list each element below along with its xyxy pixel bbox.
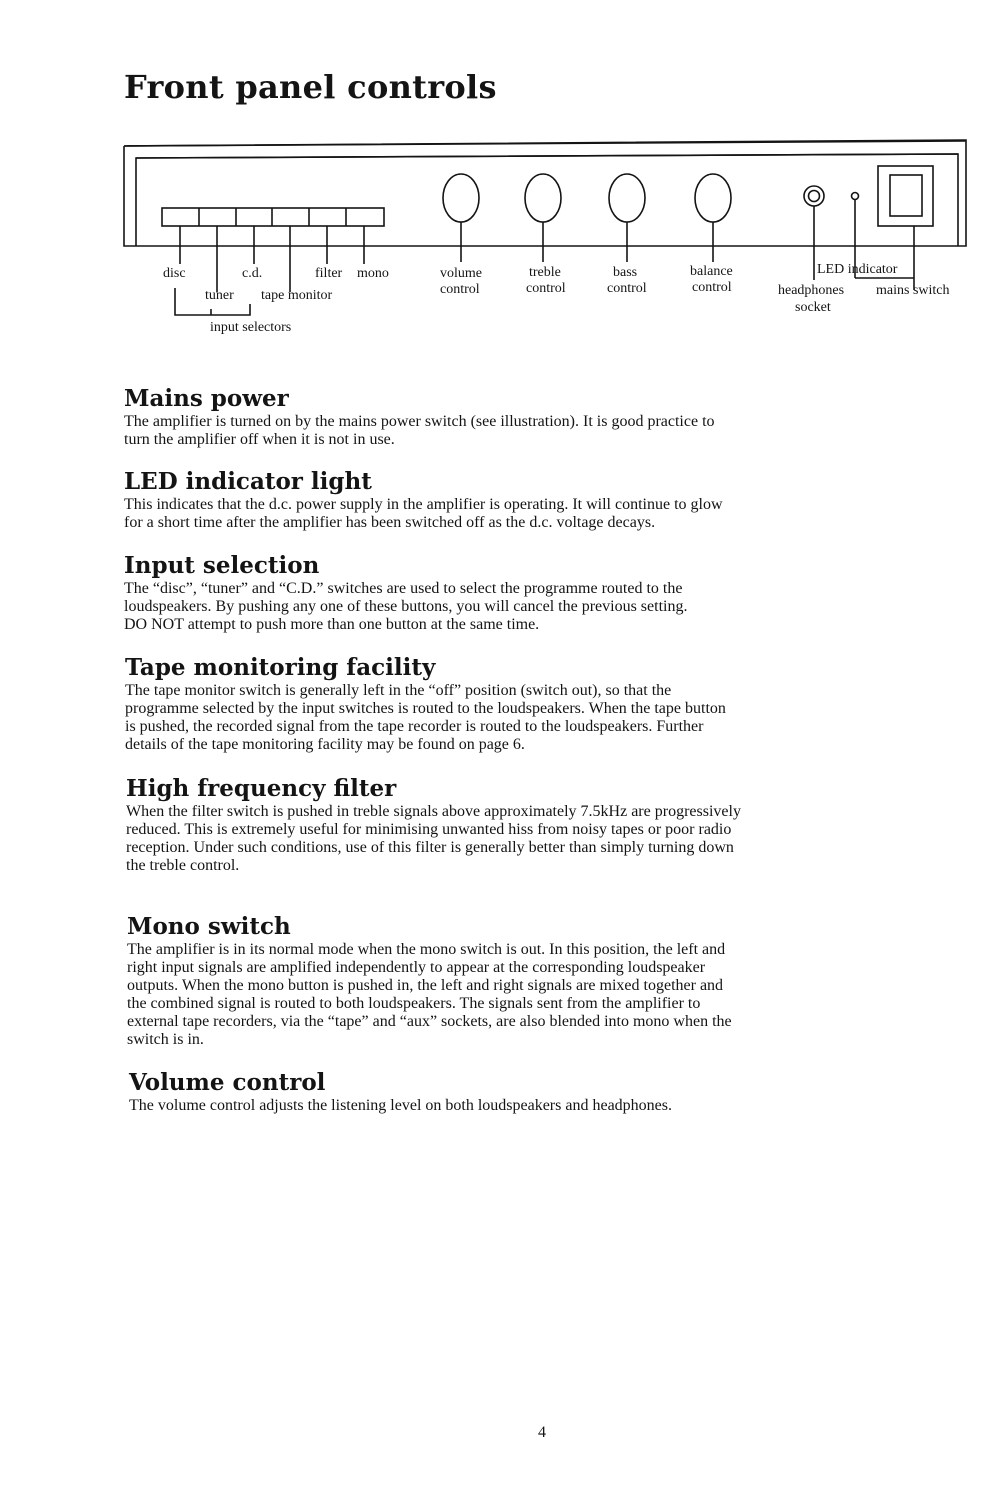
button-strip xyxy=(162,208,384,226)
label-volume-control: control xyxy=(440,282,480,297)
label-treble-control: control xyxy=(526,281,566,296)
label-tape-monitor: tape monitor xyxy=(261,288,333,303)
treble-knob xyxy=(525,174,561,222)
section-body: The “disc”, “tuner” and “C.D.” switches are used to select the programme routed to the loudspeakers. By pushing any one of these buttons, you will cancel the previous setting. DO NOT attempt to push more than one button at the same time. xyxy=(124,580,688,633)
section-body: This indicates that the d.c. power supply in the amplifier is operating. It will continue to glow for a short time after the amplifier has been switched off as the d.c. voltage decays. xyxy=(124,496,723,531)
section-input-selection xyxy=(124,552,687,634)
bass-knob xyxy=(609,174,645,222)
section-heading: High frequency filter xyxy=(126,775,397,802)
label-balance: balance xyxy=(690,264,733,279)
section-led-indicator xyxy=(124,468,723,532)
section-heading: Volume control xyxy=(129,1069,326,1096)
section-mono-switch xyxy=(127,913,732,1049)
label-mono: mono xyxy=(357,266,389,281)
label-mains-switch: mains switch xyxy=(876,283,950,298)
label-filter: filter xyxy=(315,266,343,281)
label-tuner: tuner xyxy=(205,288,234,303)
label-bass: bass xyxy=(613,265,638,280)
page-title: Front panel controls xyxy=(124,68,497,106)
headphones-socket xyxy=(804,186,824,206)
section-body: When the filter switch is pushed in treble signals above approximately 7.5kHz are progressively reduced. This is extremely useful for minimising unwanted hiss from noisy tapes or poor radio reception. Under such conditions, use of this filter is generally better than simply turning down the treble control. xyxy=(126,803,741,874)
section-heading: Mono switch xyxy=(127,913,291,940)
page-number: 4 xyxy=(538,1424,546,1441)
label-treble: treble xyxy=(529,265,561,280)
label-input-selectors: input selectors xyxy=(210,320,292,335)
section-heading: Input selection xyxy=(124,552,320,579)
label-led-indicator: LED indicator xyxy=(817,262,898,277)
label-disc: disc xyxy=(163,266,186,281)
section-body: The volume control adjusts the listening level on both loudspeakers and headphones. xyxy=(129,1097,672,1114)
section-volume-control xyxy=(129,1069,672,1115)
label-balance-control: control xyxy=(692,280,732,295)
section-heading: LED indicator light xyxy=(124,468,372,495)
section-tape-monitoring xyxy=(125,654,726,754)
label-cd: c.d. xyxy=(242,266,263,281)
section-heading: Mains power xyxy=(124,385,289,412)
section-body: The amplifier is turned on by the mains power switch (see illustration). It is good practice to turn the amplifier off when it is not in use. xyxy=(124,413,715,448)
label-headphones: headphones xyxy=(778,283,845,298)
panel-faceplate xyxy=(136,154,958,246)
section-mains-power xyxy=(124,385,715,449)
front-panel-diagram xyxy=(0,130,1006,340)
balance-knob xyxy=(695,174,731,222)
section-heading: Tape monitoring facility xyxy=(125,654,436,681)
section-body: The tape monitor switch is generally left in the “off” position (switch out), so that the programme selected by the input switches is routed to the loudspeakers. When the tape button is pushed, the recorded signal from the tape recorder is routed to the loudspeakers. Further details of the tape monitoring facility may be found on page 6. xyxy=(125,682,726,753)
label-volume: volume xyxy=(440,266,482,281)
label-bass-control: control xyxy=(607,281,647,296)
section-body: The amplifier is in its normal mode when the mono switch is out. In this position, the left and right input signals are amplified independently to appear at the corresponding loudspeaker outputs. When the mono button is pushed in, the left and right signals are mixed together and the combined signal is routed to both loudspeakers. The signals sent from the amplifier to external tape recorders, via the “tape” and “aux” sockets, are also blended into mono when the switch is in. xyxy=(127,941,732,1048)
label-headphones-socket: socket xyxy=(795,300,831,315)
led-indicator xyxy=(852,193,859,200)
volume-knob xyxy=(443,174,479,222)
section-high-frequency-filter xyxy=(126,775,741,875)
